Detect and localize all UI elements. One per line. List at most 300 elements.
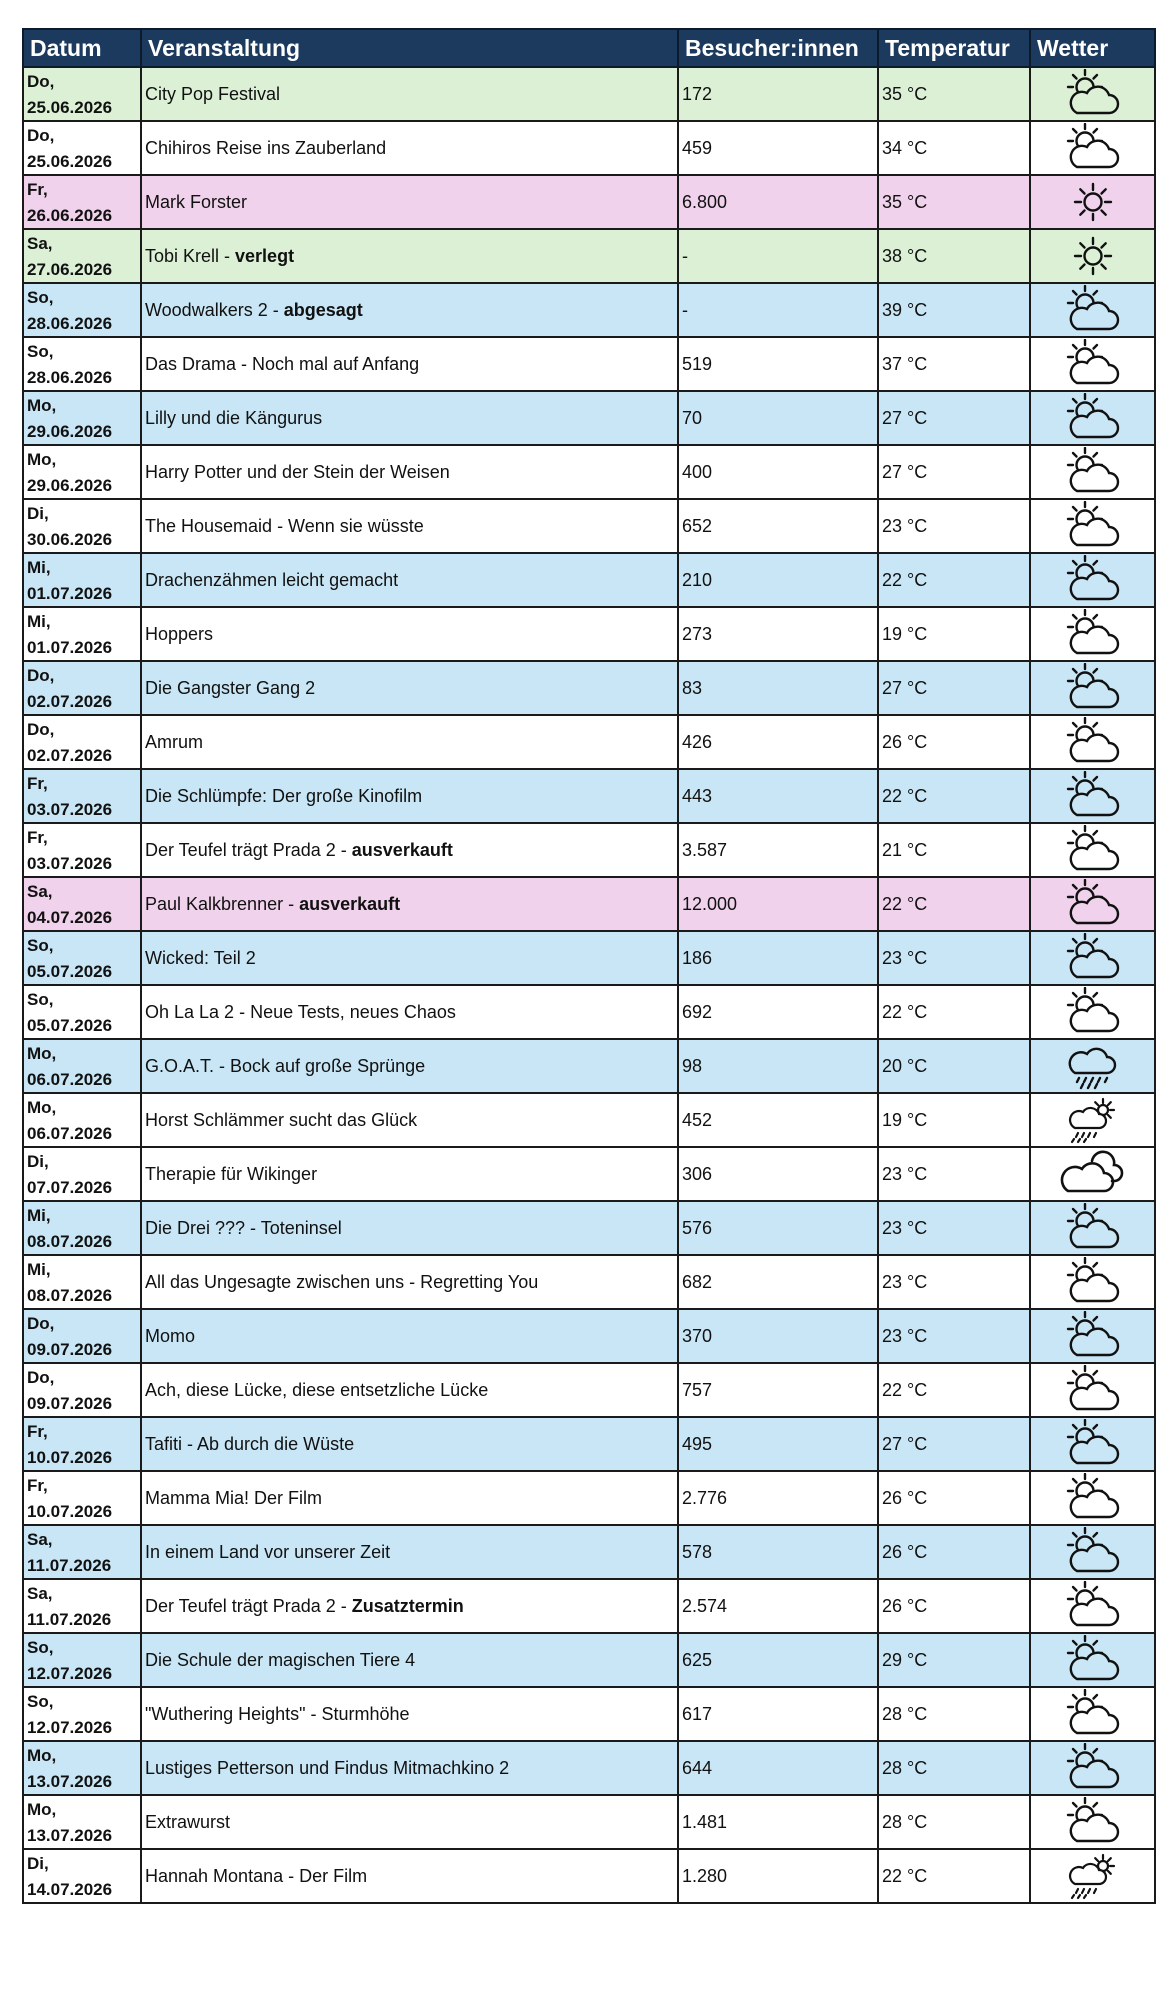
table-row bbox=[23, 283, 1155, 337]
temperature-cell: 22 °C bbox=[878, 877, 1030, 931]
date-value: 14.07.2026 bbox=[27, 1880, 113, 1899]
partly-cloudy-icon bbox=[1031, 1203, 1154, 1253]
date-value: 03.07.2026 bbox=[27, 854, 113, 873]
date-cell bbox=[23, 121, 141, 175]
temperature-cell: 26 °C bbox=[878, 715, 1030, 769]
event-cell bbox=[141, 283, 678, 337]
event-title: Chihiros Reise ins Zauberland bbox=[145, 137, 387, 158]
table-row bbox=[23, 931, 1155, 985]
event-title: Mark Forster bbox=[145, 191, 248, 212]
temperature-cell: 35 °C bbox=[878, 175, 1030, 229]
weather-cell bbox=[1030, 121, 1155, 175]
event-cell bbox=[141, 1633, 678, 1687]
partly-cloudy-icon bbox=[1031, 1365, 1154, 1415]
partly-cloudy-icon bbox=[1031, 339, 1154, 389]
date-value: 13.07.2026 bbox=[27, 1772, 113, 1791]
event-cell bbox=[141, 1255, 678, 1309]
event-cell bbox=[141, 1687, 678, 1741]
weather-cell bbox=[1030, 769, 1155, 823]
event-title: G.O.A.T. - Bock auf große Sprünge bbox=[145, 1055, 426, 1076]
visitors-cell: 306 bbox=[678, 1147, 878, 1201]
event-cell bbox=[141, 1093, 678, 1147]
visitors-cell: 370 bbox=[678, 1309, 878, 1363]
event-cell bbox=[141, 877, 678, 931]
table-row bbox=[23, 67, 1155, 121]
temperature-cell: 38 °C bbox=[878, 229, 1030, 283]
weather-cell bbox=[1030, 1201, 1155, 1255]
temperature-cell: 19 °C bbox=[878, 1093, 1030, 1147]
table-row bbox=[23, 877, 1155, 931]
event-title: Tobi Krell - bbox=[145, 245, 236, 266]
date-value: 29.06.2026 bbox=[27, 422, 113, 441]
event-cell bbox=[141, 823, 678, 877]
date-cell bbox=[23, 1309, 141, 1363]
visitors-cell: 652 bbox=[678, 499, 878, 553]
weekday: Di, bbox=[27, 1152, 49, 1171]
weekday: Mo, bbox=[27, 1044, 57, 1063]
date-cell bbox=[23, 1255, 141, 1309]
weather-cell bbox=[1030, 1039, 1155, 1093]
event-cell bbox=[141, 1147, 678, 1201]
partly-cloudy-icon bbox=[1031, 1689, 1154, 1739]
visitors-cell: 452 bbox=[678, 1093, 878, 1147]
event-title: Horst Schlämmer sucht das Glück bbox=[145, 1109, 418, 1130]
event-title: Lustiges Petterson und Findus Mitmachkino 2 bbox=[145, 1757, 510, 1778]
weekday: Do, bbox=[27, 72, 55, 91]
temperature-cell: 23 °C bbox=[878, 1255, 1030, 1309]
table-row bbox=[23, 661, 1155, 715]
partly-cloudy-icon bbox=[1031, 933, 1154, 983]
table-row bbox=[23, 499, 1155, 553]
temperature-cell: 26 °C bbox=[878, 1525, 1030, 1579]
date-value: 07.07.2026 bbox=[27, 1178, 113, 1197]
date-value: 01.07.2026 bbox=[27, 638, 113, 657]
event-cell bbox=[141, 1039, 678, 1093]
header-visitors: Besucher:innen bbox=[678, 29, 878, 67]
table-row bbox=[23, 445, 1155, 499]
event-title: Hoppers bbox=[145, 623, 214, 644]
temperature-cell: 22 °C bbox=[878, 1363, 1030, 1417]
date-cell bbox=[23, 175, 141, 229]
date-cell bbox=[23, 1687, 141, 1741]
date-cell bbox=[23, 607, 141, 661]
weekday: Sa, bbox=[27, 882, 53, 901]
weekday: So, bbox=[27, 1692, 54, 1711]
table-row bbox=[23, 1039, 1155, 1093]
visitors-cell: 625 bbox=[678, 1633, 878, 1687]
date-value: 28.06.2026 bbox=[27, 314, 113, 333]
weekday: Sa, bbox=[27, 1530, 53, 1549]
date-cell bbox=[23, 1849, 141, 1903]
event-title: Amrum bbox=[145, 731, 203, 752]
partly-cloudy-icon bbox=[1031, 501, 1154, 551]
partly-cloudy-icon bbox=[1031, 879, 1154, 929]
weather-cell bbox=[1030, 1255, 1155, 1309]
date-cell bbox=[23, 229, 141, 283]
visitors-cell: 6.800 bbox=[678, 175, 878, 229]
event-cell bbox=[141, 1525, 678, 1579]
weather-cell bbox=[1030, 877, 1155, 931]
date-cell bbox=[23, 391, 141, 445]
table-row bbox=[23, 1093, 1155, 1147]
weekday: Fr, bbox=[27, 828, 48, 847]
event-title: Mamma Mia! Der Film bbox=[145, 1487, 323, 1508]
event-title: Momo bbox=[145, 1325, 196, 1346]
weekday: Sa, bbox=[27, 234, 53, 253]
temperature-cell: 27 °C bbox=[878, 661, 1030, 715]
weekday: Di, bbox=[27, 504, 49, 523]
event-title: Ach, diese Lücke, diese entsetzliche Lücke bbox=[145, 1379, 489, 1400]
partly-cloudy-icon bbox=[1031, 1527, 1154, 1577]
table-row bbox=[23, 1741, 1155, 1795]
date-value: 01.07.2026 bbox=[27, 584, 113, 603]
temperature-cell: 27 °C bbox=[878, 445, 1030, 499]
visitors-cell: 2.574 bbox=[678, 1579, 878, 1633]
weekday: Mi, bbox=[27, 1206, 51, 1225]
event-status: abgesagt bbox=[283, 299, 363, 320]
visitors-cell: 1.481 bbox=[678, 1795, 878, 1849]
weather-cell bbox=[1030, 1093, 1155, 1147]
table-row bbox=[23, 337, 1155, 391]
table-row bbox=[23, 1849, 1155, 1903]
temperature-cell: 23 °C bbox=[878, 931, 1030, 985]
date-value: 02.07.2026 bbox=[27, 746, 113, 765]
event-cell bbox=[141, 1309, 678, 1363]
table-row bbox=[23, 1579, 1155, 1633]
weather-cell bbox=[1030, 607, 1155, 661]
table-row bbox=[23, 1633, 1155, 1687]
weekday: Do, bbox=[27, 1368, 55, 1387]
table-row bbox=[23, 1417, 1155, 1471]
sun-rain-icon bbox=[1031, 1851, 1154, 1901]
table-row bbox=[23, 715, 1155, 769]
weather-cell bbox=[1030, 445, 1155, 499]
date-value: 30.06.2026 bbox=[27, 530, 113, 549]
table-row bbox=[23, 1795, 1155, 1849]
table-header bbox=[23, 29, 1155, 67]
visitors-cell: 757 bbox=[678, 1363, 878, 1417]
weekday: Mo, bbox=[27, 1800, 57, 1819]
temperature-cell: 19 °C bbox=[878, 607, 1030, 661]
temperature-cell: 22 °C bbox=[878, 553, 1030, 607]
event-cell bbox=[141, 661, 678, 715]
event-cell bbox=[141, 391, 678, 445]
temperature-cell: 29 °C bbox=[878, 1633, 1030, 1687]
table-row bbox=[23, 823, 1155, 877]
weather-cell bbox=[1030, 661, 1155, 715]
partly-cloudy-icon bbox=[1031, 717, 1154, 767]
weather-cell bbox=[1030, 499, 1155, 553]
visitors-cell: 644 bbox=[678, 1741, 878, 1795]
visitors-cell: 459 bbox=[678, 121, 878, 175]
event-title: Therapie für Wikinger bbox=[145, 1163, 318, 1184]
weather-cell bbox=[1030, 1525, 1155, 1579]
partly-cloudy-icon bbox=[1031, 393, 1154, 443]
visitors-cell: 426 bbox=[678, 715, 878, 769]
event-title: The Housemaid - Wenn sie wüsste bbox=[145, 515, 424, 536]
weather-cell bbox=[1030, 229, 1155, 283]
weekday: Mi, bbox=[27, 612, 51, 631]
visitors-cell: 2.776 bbox=[678, 1471, 878, 1525]
visitors-cell: - bbox=[678, 229, 878, 283]
date-cell bbox=[23, 931, 141, 985]
table-row bbox=[23, 769, 1155, 823]
event-cell bbox=[141, 337, 678, 391]
partly-cloudy-icon bbox=[1031, 123, 1154, 173]
weekday: So, bbox=[27, 936, 54, 955]
temperature-cell: 26 °C bbox=[878, 1471, 1030, 1525]
temperature-cell: 27 °C bbox=[878, 1417, 1030, 1471]
header-row bbox=[23, 29, 1155, 67]
visitors-cell: 3.587 bbox=[678, 823, 878, 877]
visitors-cell: - bbox=[678, 283, 878, 337]
table-row bbox=[23, 229, 1155, 283]
date-cell bbox=[23, 1471, 141, 1525]
date-cell bbox=[23, 1417, 141, 1471]
date-cell bbox=[23, 337, 141, 391]
weather-cell bbox=[1030, 1147, 1155, 1201]
rain-cloud-icon bbox=[1031, 1041, 1154, 1091]
date-value: 03.07.2026 bbox=[27, 800, 113, 819]
partly-cloudy-icon bbox=[1031, 1419, 1154, 1469]
event-status: ausverkauft bbox=[299, 893, 401, 914]
table-row bbox=[23, 553, 1155, 607]
date-cell bbox=[23, 1795, 141, 1849]
weather-cell bbox=[1030, 67, 1155, 121]
weather-cell bbox=[1030, 985, 1155, 1039]
date-cell bbox=[23, 1579, 141, 1633]
weekday: Fr, bbox=[27, 180, 48, 199]
date-value: 06.07.2026 bbox=[27, 1124, 113, 1143]
date-cell bbox=[23, 823, 141, 877]
event-title: Drachenzähmen leicht gemacht bbox=[145, 569, 399, 590]
visitors-cell: 83 bbox=[678, 661, 878, 715]
temperature-cell: 28 °C bbox=[878, 1741, 1030, 1795]
weekday: Fr, bbox=[27, 1476, 48, 1495]
partly-cloudy-icon bbox=[1031, 1581, 1154, 1631]
event-title: In einem Land vor unserer Zeit bbox=[145, 1541, 391, 1562]
event-title: Oh La La 2 - Neue Tests, neues Chaos bbox=[145, 1001, 456, 1022]
temperature-cell: 22 °C bbox=[878, 985, 1030, 1039]
event-title: Die Gangster Gang 2 bbox=[145, 677, 316, 698]
date-value: 11.07.2026 bbox=[27, 1556, 112, 1575]
partly-cloudy-icon bbox=[1031, 1257, 1154, 1307]
date-value: 26.06.2026 bbox=[27, 206, 113, 225]
event-cell bbox=[141, 1471, 678, 1525]
weather-cell bbox=[1030, 1687, 1155, 1741]
date-value: 12.07.2026 bbox=[27, 1664, 113, 1683]
partly-cloudy-icon bbox=[1031, 1797, 1154, 1847]
date-value: 05.07.2026 bbox=[27, 962, 113, 981]
date-cell bbox=[23, 67, 141, 121]
table-row bbox=[23, 607, 1155, 661]
date-value: 09.07.2026 bbox=[27, 1340, 113, 1359]
event-status: verlegt bbox=[235, 245, 295, 266]
date-value: 06.07.2026 bbox=[27, 1070, 113, 1089]
partly-cloudy-icon bbox=[1031, 1635, 1154, 1685]
sun-rain-icon bbox=[1031, 1095, 1154, 1145]
weekday: So, bbox=[27, 288, 54, 307]
temperature-cell: 23 °C bbox=[878, 1201, 1030, 1255]
event-title: Der Teufel trägt Prada 2 - bbox=[145, 1595, 352, 1616]
date-value: 27.06.2026 bbox=[27, 260, 113, 279]
table-row bbox=[23, 1687, 1155, 1741]
visitors-cell: 578 bbox=[678, 1525, 878, 1579]
event-cell bbox=[141, 499, 678, 553]
date-cell bbox=[23, 1201, 141, 1255]
weather-cell bbox=[1030, 1417, 1155, 1471]
visitors-cell: 617 bbox=[678, 1687, 878, 1741]
date-cell bbox=[23, 769, 141, 823]
event-cell bbox=[141, 553, 678, 607]
temperature-cell: 23 °C bbox=[878, 1309, 1030, 1363]
visitors-cell: 519 bbox=[678, 337, 878, 391]
visitors-cell: 400 bbox=[678, 445, 878, 499]
event-cell bbox=[141, 607, 678, 661]
date-cell bbox=[23, 985, 141, 1039]
date-value: 08.07.2026 bbox=[27, 1232, 113, 1251]
event-title: Die Schule der magischen Tiere 4 bbox=[145, 1649, 416, 1670]
visitors-cell: 682 bbox=[678, 1255, 878, 1309]
weather-cell bbox=[1030, 283, 1155, 337]
weekday: Sa, bbox=[27, 1584, 53, 1603]
weather-cell bbox=[1030, 1471, 1155, 1525]
table-row bbox=[23, 121, 1155, 175]
weekday: Mo, bbox=[27, 1746, 57, 1765]
date-value: 25.06.2026 bbox=[27, 98, 113, 117]
temperature-cell: 23 °C bbox=[878, 499, 1030, 553]
date-cell bbox=[23, 1093, 141, 1147]
weekday: Di, bbox=[27, 1854, 49, 1873]
event-title: Das Drama - Noch mal auf Anfang bbox=[145, 353, 420, 374]
visitors-cell: 98 bbox=[678, 1039, 878, 1093]
weekday: Mo, bbox=[27, 1098, 57, 1117]
event-cell bbox=[141, 1363, 678, 1417]
event-cell bbox=[141, 769, 678, 823]
temperature-cell: 22 °C bbox=[878, 1849, 1030, 1903]
date-cell bbox=[23, 1633, 141, 1687]
event-cell bbox=[141, 229, 678, 283]
weekday: Mi, bbox=[27, 558, 51, 577]
event-title: Woodwalkers 2 - bbox=[145, 299, 284, 320]
visitors-cell: 70 bbox=[678, 391, 878, 445]
temperature-cell: 22 °C bbox=[878, 769, 1030, 823]
date-cell bbox=[23, 1363, 141, 1417]
event-cell bbox=[141, 1741, 678, 1795]
event-cell bbox=[141, 715, 678, 769]
event-title: Tafiti - Ab durch die Wüste bbox=[145, 1433, 355, 1454]
visitors-cell: 1.280 bbox=[678, 1849, 878, 1903]
visitors-cell: 172 bbox=[678, 67, 878, 121]
date-value: 04.07.2026 bbox=[27, 908, 113, 927]
partly-cloudy-icon bbox=[1031, 1473, 1154, 1523]
event-cell bbox=[141, 1417, 678, 1471]
visitors-cell: 12.000 bbox=[678, 877, 878, 931]
event-title: "Wuthering Heights" - Sturmhöhe bbox=[145, 1703, 410, 1724]
table-row bbox=[23, 1255, 1155, 1309]
date-value: 08.07.2026 bbox=[27, 1286, 113, 1305]
table-row bbox=[23, 1201, 1155, 1255]
header-temperature: Temperatur bbox=[878, 29, 1030, 67]
date-value: 28.06.2026 bbox=[27, 368, 113, 387]
date-cell bbox=[23, 877, 141, 931]
weekday: Do, bbox=[27, 720, 55, 739]
temperature-cell: 28 °C bbox=[878, 1687, 1030, 1741]
event-cell bbox=[141, 121, 678, 175]
header-event: Veranstaltung bbox=[141, 29, 678, 67]
weekday: Do, bbox=[27, 126, 55, 145]
visitors-cell: 186 bbox=[678, 931, 878, 985]
weekday: So, bbox=[27, 990, 54, 1009]
event-title: Die Drei ??? - Toteninsel bbox=[145, 1217, 342, 1238]
weekday: Mi, bbox=[27, 1260, 51, 1279]
date-value: 02.07.2026 bbox=[27, 692, 113, 711]
date-value: 25.06.2026 bbox=[27, 152, 113, 171]
visitors-cell: 210 bbox=[678, 553, 878, 607]
weather-cell bbox=[1030, 1633, 1155, 1687]
weekday: Mo, bbox=[27, 450, 57, 469]
table-row bbox=[23, 175, 1155, 229]
visitors-cell: 576 bbox=[678, 1201, 878, 1255]
table-row bbox=[23, 1525, 1155, 1579]
date-value: 10.07.2026 bbox=[27, 1448, 113, 1467]
event-cell bbox=[141, 175, 678, 229]
temperature-cell: 20 °C bbox=[878, 1039, 1030, 1093]
weather-cell bbox=[1030, 391, 1155, 445]
date-cell bbox=[23, 1525, 141, 1579]
partly-cloudy-icon bbox=[1031, 1743, 1154, 1793]
date-value: 13.07.2026 bbox=[27, 1826, 113, 1845]
table-row bbox=[23, 1309, 1155, 1363]
table-row bbox=[23, 391, 1155, 445]
event-status: ausverkauft bbox=[351, 839, 453, 860]
temperature-cell: 27 °C bbox=[878, 391, 1030, 445]
date-value: 29.06.2026 bbox=[27, 476, 113, 495]
event-title: Der Teufel trägt Prada 2 - bbox=[145, 839, 352, 860]
table-row bbox=[23, 985, 1155, 1039]
partly-cloudy-icon bbox=[1031, 69, 1154, 119]
weekday: Mo, bbox=[27, 396, 57, 415]
event-cell bbox=[141, 931, 678, 985]
visitors-cell: 443 bbox=[678, 769, 878, 823]
temperature-cell: 35 °C bbox=[878, 67, 1030, 121]
date-cell bbox=[23, 1741, 141, 1795]
date-cell bbox=[23, 499, 141, 553]
weekday: Fr, bbox=[27, 774, 48, 793]
weather-cell bbox=[1030, 553, 1155, 607]
date-cell bbox=[23, 445, 141, 499]
weather-cell bbox=[1030, 175, 1155, 229]
date-cell bbox=[23, 1039, 141, 1093]
date-value: 11.07.2026 bbox=[27, 1610, 112, 1629]
table-body bbox=[23, 67, 1155, 1903]
date-cell bbox=[23, 1147, 141, 1201]
table-row bbox=[23, 1363, 1155, 1417]
weather-cell bbox=[1030, 1579, 1155, 1633]
visitors-cell: 692 bbox=[678, 985, 878, 1039]
visitors-cell: 495 bbox=[678, 1417, 878, 1471]
event-cell bbox=[141, 985, 678, 1039]
temperature-cell: 34 °C bbox=[878, 121, 1030, 175]
weather-cell bbox=[1030, 1795, 1155, 1849]
temperature-cell: 23 °C bbox=[878, 1147, 1030, 1201]
date-value: 10.07.2026 bbox=[27, 1502, 113, 1521]
weather-cell bbox=[1030, 715, 1155, 769]
date-cell bbox=[23, 553, 141, 607]
partly-cloudy-icon bbox=[1031, 771, 1154, 821]
visitors-cell: 273 bbox=[678, 607, 878, 661]
partly-cloudy-icon bbox=[1031, 447, 1154, 497]
